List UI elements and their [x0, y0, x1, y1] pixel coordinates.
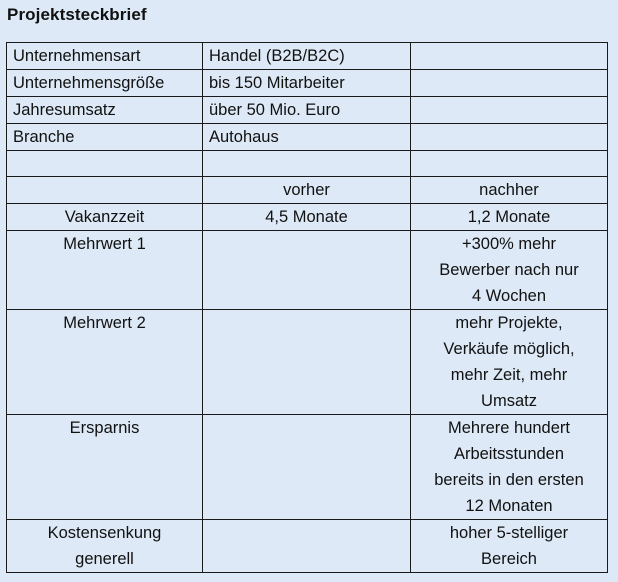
cell-line: bereits in den ersten — [434, 471, 584, 489]
row-label: Mehrwert 2 — [7, 310, 203, 415]
row-extra — [411, 151, 608, 177]
page-title: Projektsteckbrief — [7, 5, 147, 24]
row-extra — [411, 97, 608, 124]
cell-line: Arbeitsstunden — [453, 445, 565, 463]
value-after: 1,2 Monate — [411, 204, 608, 231]
cell-line: generell — [75, 550, 134, 568]
row-label: Unternehmensgröße — [7, 70, 203, 97]
cell-line: +300% mehr — [461, 235, 556, 253]
column-header-after: nachher — [411, 177, 608, 204]
table-row — [7, 415, 608, 520]
table-row — [7, 177, 608, 204]
row-value — [203, 151, 411, 177]
cell-line: Umsatz — [481, 392, 537, 410]
row-label — [7, 151, 203, 177]
cell-line: Verkäufe möglich, — [443, 340, 575, 358]
table-row — [7, 231, 608, 310]
table-row — [7, 70, 608, 97]
value-after — [411, 415, 608, 520]
cell-line: Mehrere hundert — [448, 419, 570, 437]
row-label — [7, 520, 203, 573]
value-after — [411, 310, 608, 415]
cell-line: hoher 5-stelliger — [449, 524, 569, 542]
row-label: Jahresumsatz — [7, 97, 203, 124]
table-row — [7, 97, 608, 124]
value-after — [411, 520, 608, 573]
row-value: Autohaus — [203, 124, 411, 151]
row-extra — [411, 70, 608, 97]
table-row — [7, 520, 608, 573]
row-value: über 50 Mio. Euro — [203, 97, 411, 124]
value-after — [411, 231, 608, 310]
cell-line: Bewerber nach nur — [439, 261, 579, 279]
cell-line: Kostensenkung — [47, 524, 162, 542]
cell-line: Bereich — [481, 550, 537, 568]
project-profile-table — [6, 42, 608, 573]
value-before: 4,5 Monate — [203, 204, 411, 231]
row-label — [7, 177, 203, 204]
column-header-before: vorher — [203, 177, 411, 204]
row-label: Unternehmensart — [7, 43, 203, 70]
row-label: Mehrwert 1 — [7, 231, 203, 310]
row-label: Vakanzzeit — [7, 204, 203, 231]
table-row — [7, 310, 608, 415]
row-value: Handel (B2B/B2C) — [203, 43, 411, 70]
table-row — [7, 151, 608, 177]
value-before — [203, 415, 411, 520]
row-label: Branche — [7, 124, 203, 151]
table-row — [7, 204, 608, 231]
value-before — [203, 231, 411, 310]
table-row — [7, 124, 608, 151]
cell-line: mehr Projekte, — [455, 314, 563, 332]
row-value: bis 150 Mitarbeiter — [203, 70, 411, 97]
value-before — [203, 310, 411, 415]
row-extra — [411, 124, 608, 151]
row-extra — [411, 43, 608, 70]
cell-line: 12 Monaten — [465, 497, 553, 515]
row-label: Ersparnis — [7, 415, 203, 520]
cell-line: 4 Wochen — [472, 287, 546, 305]
table-row — [7, 43, 608, 70]
cell-line: mehr Zeit, mehr — [450, 366, 568, 384]
value-before — [203, 520, 411, 573]
